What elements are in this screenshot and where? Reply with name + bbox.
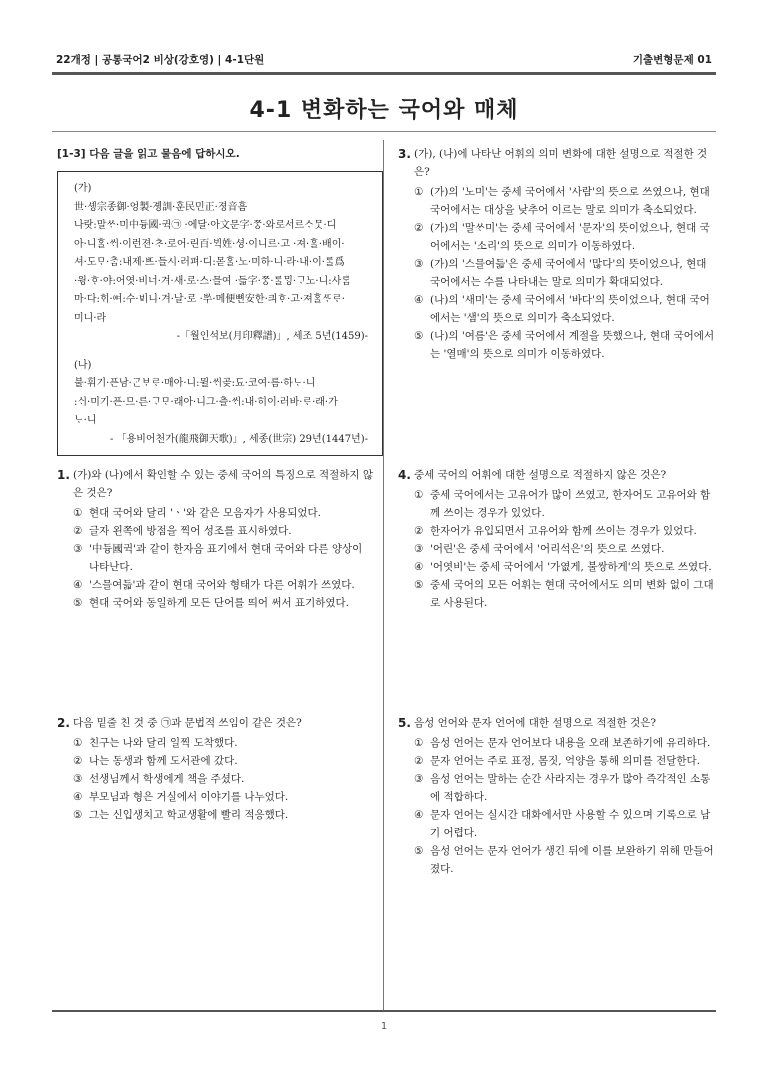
- passage-box: [57, 171, 383, 456]
- question-stem-row: [398, 466, 716, 484]
- option-marker: ②: [414, 755, 424, 767]
- question-3: [398, 145, 716, 363]
- option-text: 문자 언어는 주로 표정, 몸짓, 억양을 통해 의미를 전달한다.: [430, 755, 701, 767]
- title-rule: [52, 131, 716, 132]
- option-text: (가)의 '노미'는 중세 국어에서 '사람'의 뜻으로 쓰였으나, 현대 국어에서는 대상을 낮추어 이르는 말로 의미가 축소되었다.: [430, 186, 710, 216]
- passage-line: 나랏:말ᄊᆞ·미中듕國·귁㉠ ·에달·아文문字·ᄍᆞᆼ·와로서르ᄉᆞᄆᆞᆺ·디: [74, 220, 337, 231]
- question-stem: 중세 국어의 어휘에 대한 설명으로 적절하지 않은 것은?: [414, 469, 667, 481]
- passage-line: 아·니ᄒᆞᆯ·ᄊᆡ·이런젼·ᄎᆞ·로어·린百·ᄇᆡᆨ姓·셩·이니르·고 ·져·ᄒᆞᆯ·배이·: [74, 238, 345, 250]
- option-text: 현대 국어와 달리 'ㆍ'와 같은 모음자가 사용되었다.: [89, 507, 321, 519]
- option-text: (나)의 '새미'는 중세 국어에서 '바다'의 뜻이었으나, 현대 국어에서는 '샘'의 뜻으로 의미가 축소되었다.: [430, 294, 710, 324]
- question-stem: (가)와 (나)에서 확인할 수 있는 중세 국어의 특징으로 적절하지 않은 것은?: [73, 469, 373, 499]
- passage-line: :ᄉᆡ·미기·픈·므·른·ᄀᆞᄆᆞ·래아·니그·츨·ᄊᆡ:내·히이·러바·ᄅᆞ·래·가: [74, 396, 338, 408]
- header-rule: [52, 72, 716, 75]
- option-marker: ①: [73, 507, 83, 519]
- left-column: [57, 145, 373, 456]
- column-divider: [383, 140, 384, 1010]
- answer-option[interactable]: [414, 558, 716, 576]
- option-marker: ①: [414, 737, 424, 749]
- option-marker: ②: [414, 525, 424, 537]
- option-marker: ①: [414, 186, 424, 198]
- answer-option[interactable]: [414, 734, 716, 752]
- answer-option[interactable]: [414, 291, 716, 327]
- option-text: 중세 국어에서는 고유어가 많이 쓰였고, 한자어도 고유어와 함께 쓰이는 경우가 있었다.: [430, 489, 711, 519]
- question-number: 5.: [398, 716, 411, 730]
- option-marker: ③: [414, 773, 424, 785]
- passage-intro: [1-3] 다음 글을 읽고 물음에 답하시오.: [57, 148, 240, 160]
- answer-options: [73, 734, 373, 824]
- option-text: 친구는 나와 달리 일찍 도착했다.: [89, 737, 238, 749]
- option-text: 음성 언어는 말하는 순간 사라지는 경우가 많아 즉각적인 소통에 적합하다.: [430, 773, 711, 803]
- option-text: 그는 신입생치고 학교생활에 빨리 적응했다.: [89, 809, 289, 821]
- question-stem-row: [57, 714, 373, 732]
- answer-option[interactable]: [414, 486, 716, 522]
- answer-option[interactable]: [73, 594, 373, 612]
- option-text: 나는 동생과 함께 도서관에 갔다.: [89, 755, 238, 767]
- option-text: 음성 언어는 문자 언어보다 내용을 오래 보존하기에 유리하다.: [430, 737, 711, 749]
- option-text: 부모님과 형은 거실에서 이야기를 나누었다.: [89, 791, 289, 803]
- passage-na-label: (나): [74, 359, 92, 371]
- option-text: '어린'은 중세 국어에서 '어리석은'의 뜻으로 쓰였다.: [430, 543, 665, 555]
- option-marker: ①: [414, 489, 424, 501]
- option-text: 음성 언어는 문자 언어가 생긴 뒤에 이를 보완하기 위해 만들어졌다.: [430, 845, 714, 875]
- header-worksheet-label: 기출변형문제 01: [632, 54, 712, 66]
- answer-option[interactable]: [414, 770, 716, 806]
- option-text: 중세 국어의 모든 어휘는 현대 국어에서도 의미 변화 없이 그대로 사용된다.: [430, 579, 714, 609]
- option-text: (가)의 '말ᄊᆞ미'는 중세 국어에서 '문자'의 뜻이었으나, 현대 국어에서는 '소리'의 뜻으로 의미가 이동하였다.: [430, 222, 710, 252]
- option-marker: ③: [73, 543, 83, 555]
- option-text: '中듕國귁'과 같이 한자음 표기에서 현대 국어와 다른 양상이 나타난다.: [89, 543, 363, 573]
- option-text: 한자어가 유입되면서 고유어와 함께 쓰이는 경우가 있었다.: [430, 525, 697, 537]
- passage-ga-citation: -「월인석보(月印釋譜)」, 세조 5년(1459)-: [176, 331, 368, 342]
- answer-option[interactable]: [73, 770, 373, 788]
- question-stem-row: [57, 466, 373, 502]
- page-number: 1: [380, 1021, 388, 1032]
- option-marker: ⑤: [414, 579, 424, 591]
- answer-options: [414, 486, 716, 612]
- answer-options: [414, 183, 716, 363]
- option-marker: ④: [414, 294, 424, 306]
- answer-option[interactable]: [73, 576, 373, 594]
- option-marker: ⑤: [414, 330, 424, 342]
- option-marker: ④: [73, 579, 83, 591]
- option-text: (가)의 '스믈여듧'은 중세 국어에서 '많다'의 뜻이었으나, 현대 국어에서는 수를 나타내는 말로 의미가 확대되었다.: [430, 258, 707, 288]
- passage-na-text: [74, 375, 370, 431]
- option-marker: ③: [414, 258, 424, 270]
- answer-option[interactable]: [414, 806, 716, 842]
- passage-line: 미니·라: [74, 312, 107, 324]
- option-marker: ④: [73, 791, 83, 803]
- passage-line: 世·솅宗종御·엉製·졩訓·훈民민正·졍音흠: [74, 201, 248, 213]
- answer-option[interactable]: [414, 255, 716, 291]
- answer-option[interactable]: [73, 540, 373, 576]
- option-marker: ②: [73, 525, 83, 537]
- question-number: 1.: [57, 468, 70, 482]
- option-text: 현대 국어와 동일하게 모든 단어를 띄어 써서 표기하였다.: [89, 597, 349, 609]
- answer-option[interactable]: [414, 522, 716, 540]
- passage-line: ᄂᆞ·니: [74, 415, 97, 426]
- question-number: 4.: [398, 468, 411, 482]
- passage-ga-label: (가): [74, 183, 92, 194]
- option-marker: ④: [414, 561, 424, 573]
- answer-option[interactable]: [414, 327, 716, 363]
- option-text: '스믈여듧'과 같이 현대 국어와 형태가 다른 어휘가 쓰였다.: [89, 579, 355, 591]
- answer-options: [73, 504, 373, 612]
- answer-option[interactable]: [414, 540, 716, 558]
- answer-option[interactable]: [414, 219, 716, 255]
- footer-rule: [52, 1010, 716, 1012]
- question-stem: 다음 밑줄 친 것 중 ㉠과 문법적 쓰임이 같은 것은?: [73, 717, 302, 729]
- passage-ga-text: [74, 199, 370, 329]
- option-text: 글자 왼쪽에 방점을 찍어 성조를 표시하였다.: [89, 525, 292, 537]
- answer-option[interactable]: [414, 576, 716, 612]
- passage-line: ·윙·ᄒᆞ·야:어엿·비너·겨·새·로·스·믈여 ·듧字·ᄍᆞᆼ·ᄅᆞᆯᄆᆡᆼ·ᄀᆞ노·니:사ᄅᆞᆷ: [74, 275, 351, 287]
- answer-option[interactable]: [73, 734, 373, 752]
- option-text: 문자 언어는 실시간 대화에서만 사용할 수 있으며 기록으로 남기 어렵다.: [430, 809, 711, 839]
- option-marker: ③: [414, 543, 424, 555]
- page-title: 4-1 변화하는 국어와 매체: [249, 98, 519, 123]
- option-marker: ⑤: [414, 845, 424, 857]
- option-text: 선생님께서 학생에게 책을 주셨다.: [89, 773, 245, 785]
- question-stem: (가), (나)에 나타난 어휘의 의미 변화에 대한 설명으로 적절한 것은?: [414, 148, 708, 178]
- answer-options: [414, 734, 716, 878]
- answer-option[interactable]: [73, 752, 373, 770]
- answer-option[interactable]: [73, 522, 373, 540]
- option-text: '어엿비'는 중세 국어에서 '가엾게, 불쌍하게'의 뜻으로 쓰였다.: [430, 561, 712, 573]
- answer-option[interactable]: [414, 752, 716, 770]
- question-1: [57, 466, 373, 612]
- option-marker: ②: [414, 222, 424, 234]
- option-marker: ③: [73, 773, 83, 785]
- option-marker: ⑤: [73, 809, 83, 821]
- page-header: [52, 52, 716, 70]
- passage-na-citation: - 「용비어천가(龍飛御天歌)」, 세종(世宗) 29년(1447년)-: [110, 433, 368, 445]
- option-marker: ②: [73, 755, 83, 767]
- header-course-info: 22개정 | 공통국어2 비상(강호영) | 4-1단원: [56, 54, 265, 66]
- question-5: [398, 714, 716, 878]
- question-4: [398, 466, 716, 612]
- question-stem: 음성 언어와 문자 언어에 대한 설명으로 적절한 것은?: [414, 717, 656, 729]
- answer-option[interactable]: [414, 183, 716, 219]
- option-marker: ⑤: [73, 597, 83, 609]
- option-marker: ①: [73, 737, 83, 749]
- passage-line: 불·휘기·픈남·ᄀᆞᆫᄇᆞᄅᆞ·매아·니:뮐·ᄊᆡ곶:됴·코여·름·하ᄂᆞ·니: [74, 378, 316, 389]
- answer-option[interactable]: [73, 504, 373, 522]
- question-number: 2.: [57, 716, 70, 730]
- answer-option[interactable]: [73, 788, 373, 806]
- answer-option[interactable]: [414, 842, 716, 878]
- passage-line: 마·다:ᄒᆡ·ᅇᅧ:수·ᄫᅵ니·겨·날·로 ·ᄡᅮ·메便뼌安한·킈ᄒᆞ·고·져ᄒᆞᆯᄯᆞᄅᆞ·: [74, 294, 345, 305]
- answer-option[interactable]: [73, 806, 373, 824]
- option-marker: ④: [414, 809, 424, 821]
- question-stem-row: [398, 145, 716, 181]
- option-text: (나)의 '여름'은 중세 국어에서 계절을 뜻했으나, 현대 국어에서는 '열매'의 뜻으로 의미가 이동하였다.: [430, 330, 715, 360]
- question-2: [57, 714, 373, 824]
- question-number: 3.: [398, 147, 411, 161]
- question-stem-row: [398, 714, 716, 732]
- passage-line: 셔·도ᄆᆞ·ᄎᆞᆷ:내제·ᄠᅳ·들시·러펴·디:몯ᄒᆞᆯ·노·미하·니·라·내·이·ᄅᆞᆯ爲: [74, 257, 345, 268]
